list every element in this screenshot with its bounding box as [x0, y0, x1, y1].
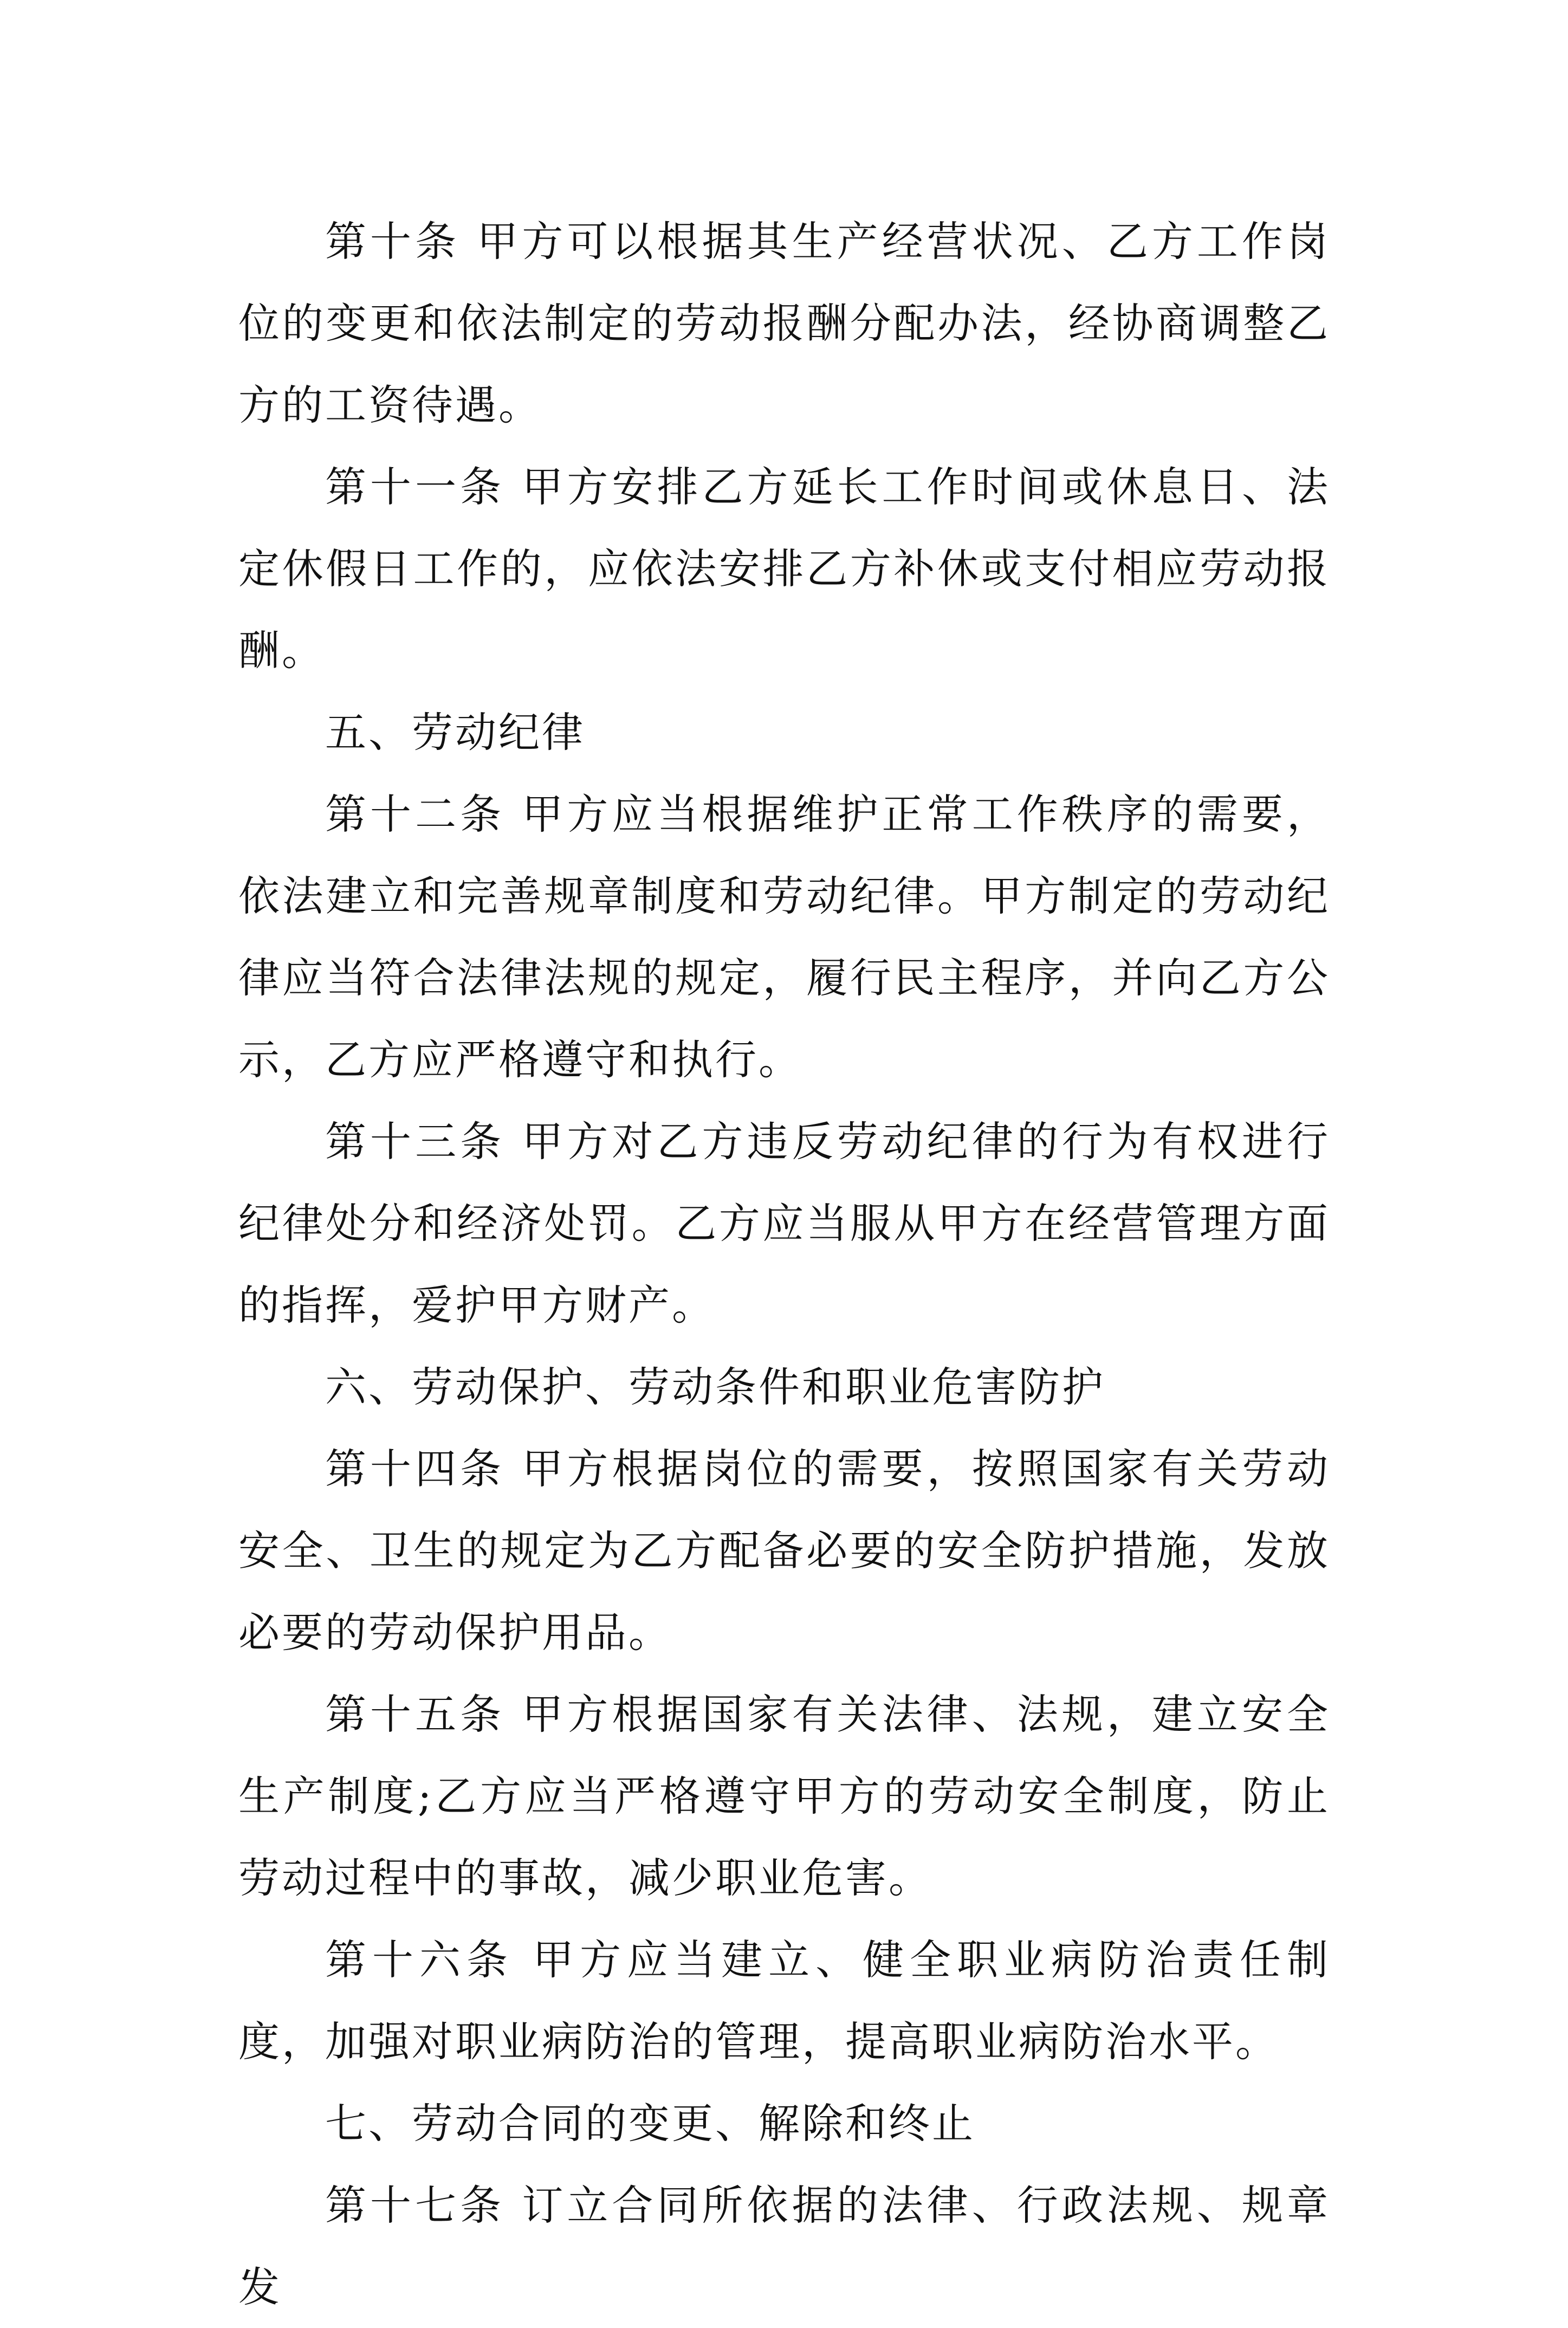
section-heading-labor-discipline: 五、劳动纪律 — [325, 708, 585, 756]
section-heading-contract-changes: 七、劳动合同的变更、解除和终止 — [325, 2099, 975, 2148]
document-body — [238, 201, 1330, 2328]
article-14-paragraph: 第十四条 甲方根据岗位的需要，按照国家有关劳动安全、卫生的规定为乙方配备必要的安全防护措施，发放必要的劳动保护用品。 — [238, 1445, 1330, 1657]
article-11-paragraph: 第十一条 甲方安排乙方延长工作时间或休息日、法定休假日工作的，应依法安排乙方补休或支付相应劳动报酬。 — [238, 463, 1330, 675]
article-15-paragraph: 第十五条 甲方根据国家有关法律、法规，建立安全生产制度;乙方应当严格遵守甲方的劳动安全制度，防止劳动过程中的事故，减少职业危害。 — [238, 1690, 1330, 1902]
article-16-paragraph: 第十六条 甲方应当建立、健全职业病防治责任制度，加强对职业病防治的管理，提高职业病防治水平。 — [238, 1936, 1330, 2066]
article-17-paragraph: 第十七条 订立合同所依据的法律、行政法规、规章发 — [238, 2181, 1330, 2311]
article-13-paragraph: 第十三条 甲方对乙方违反劳动纪律的行为有权进行纪律处分和经济处罚。乙方应当服从甲方在经营管理方面的指挥，爱护甲方财产。 — [238, 1117, 1330, 1329]
section-heading-labor-protection: 六、劳动保护、劳动条件和职业危害防护 — [325, 1363, 1105, 1411]
article-12-paragraph: 第十二条 甲方应当根据维护正常工作秩序的需要，依法建立和完善规章制度和劳动纪律。甲方制定的劳动纪律应当符合法律法规的规定，履行民主程序，并向乙方公示，乙方应严格遵守和执行。 — [238, 790, 1330, 1084]
article-10-paragraph: 第十条 甲方可以根据其生产经营状况、乙方工作岗位的变更和依法制定的劳动报酬分配办法，经协商调整乙方的工资待遇。 — [238, 217, 1330, 429]
